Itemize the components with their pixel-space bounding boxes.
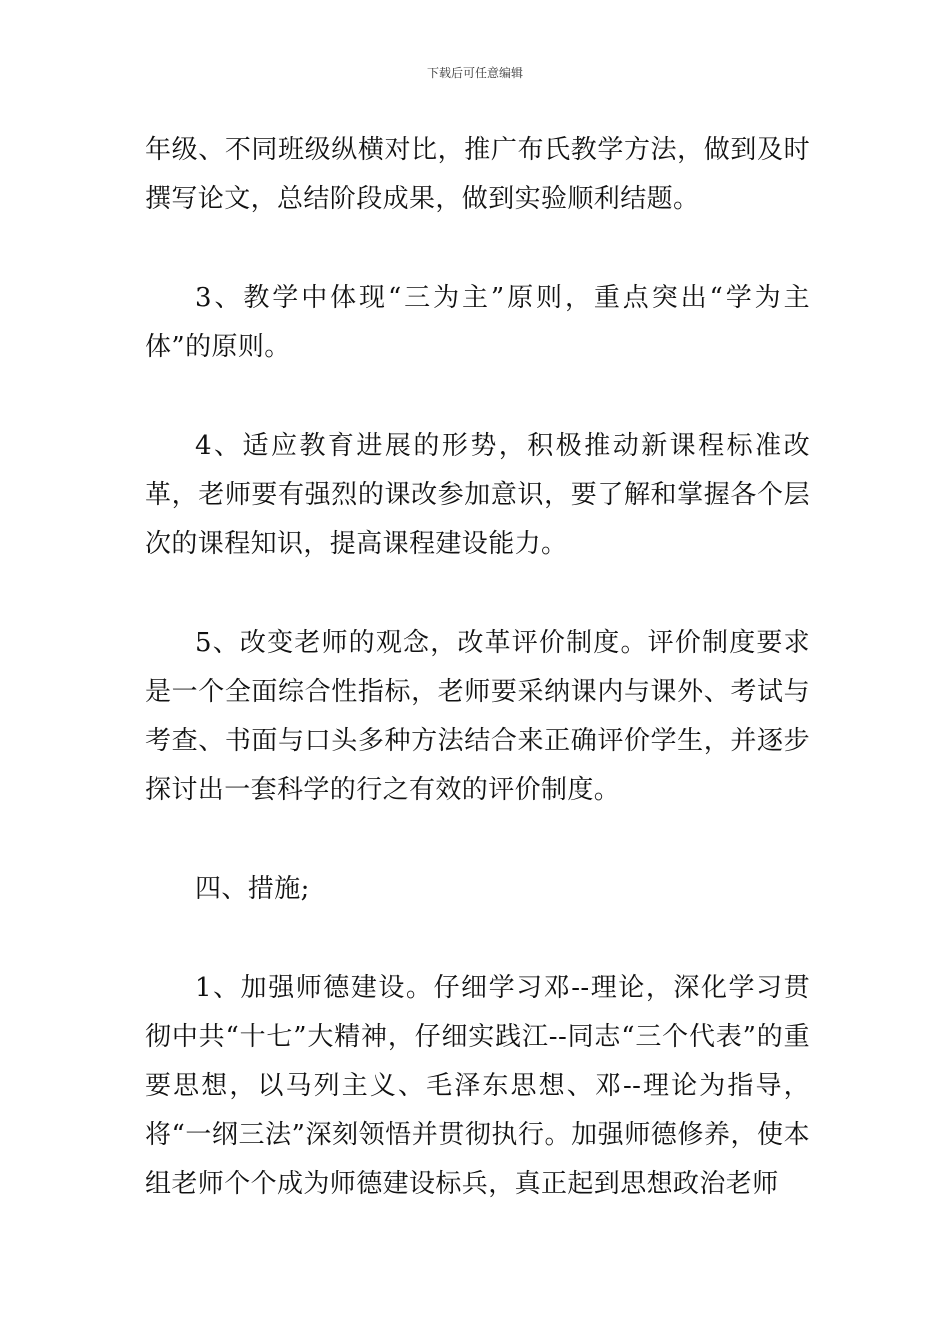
- paragraph-item-3: 3、教学中体现“三为主”原则，重点突出“学为主体”的原则。: [145, 283, 810, 362]
- paragraph-item-5: 5、改变老师的观念，改革评价制度。评价制度要求是一个全面综合性指标，老师要采纳课内与课外、考试与考查、书面与口头多种方法结合来正确评价学生，并逐步探讨出一套科学的行之有效的评价制度。: [145, 628, 810, 805]
- document-body: [145, 126, 810, 1209]
- page-header-note: 下载后可任意编辑: [426, 66, 523, 80]
- paragraph-continuation: 年级、不同班级纵横对比，推广布氏教学方法，做到及时撰写论文，总结阶段成果，做到实验顺利结题。: [145, 135, 810, 214]
- section-heading-measures: 四、措施;: [195, 874, 310, 904]
- paragraph-measure-1: 1、加强师德建设。仔细学习邓--理论，深化学习贯彻中共“十七”大精神，仔细实践江--同志“三个代表”的重要思想，以马列主义、毛泽东思想、邓--理论为指导，将“一纲三法”深刻领悟并贯彻执行。加强师德修养，使本组老师个个成为师德建设标兵，真正起到思想政治老师: [145, 973, 810, 1199]
- paragraph-item-4: 4、适应教育进展的形势，积极推动新课程标准改革，老师要有强烈的课改参加意识，要了解和掌握各个层次的课程知识，提高课程建设能力。: [145, 431, 810, 559]
